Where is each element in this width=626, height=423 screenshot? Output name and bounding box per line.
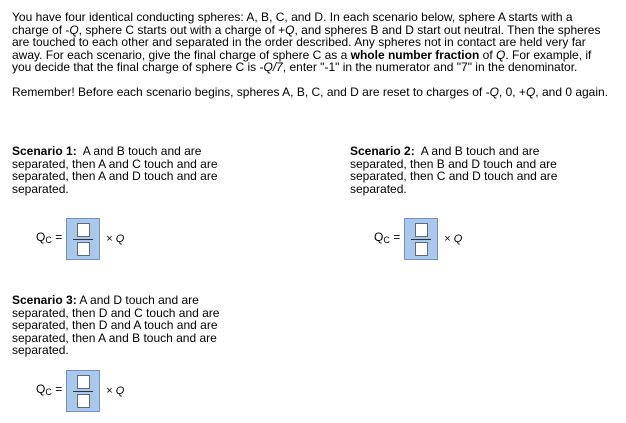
scenario-2-answer <box>374 218 462 260</box>
q-symbol: Q <box>453 232 463 245</box>
intro-text: of <box>479 47 496 62</box>
fraction-bar <box>73 239 93 240</box>
charge-symbol: Q <box>285 22 295 37</box>
charge-symbol: Q <box>489 84 499 99</box>
times-q-label <box>106 233 124 246</box>
scenario-3-denominator-input[interactable] <box>77 394 90 408</box>
q-symbol: Q <box>374 230 384 245</box>
fraction-bar <box>73 391 93 392</box>
scenario-3-numerator-input[interactable] <box>77 375 90 389</box>
q-symbol: Q <box>115 232 125 245</box>
q-subscript: C <box>45 235 52 246</box>
scenario-1-answer <box>36 218 124 260</box>
q-symbol: Q <box>115 384 125 397</box>
charge-c-label <box>36 383 62 399</box>
scenario-3-text <box>12 294 247 357</box>
fraction-input-box <box>66 370 100 412</box>
scenario-2-denominator-input[interactable] <box>415 242 428 256</box>
intro-text: , sphere C starts out with a charge of + <box>78 22 286 37</box>
charge-c-label <box>374 231 400 247</box>
intro-text: Remember! Before each scenario begins, spheres A, B, C, and D are reset to charges of - <box>12 84 490 99</box>
q-symbol: Q <box>36 230 46 245</box>
scenario-2-title: Scenario 2: <box>350 144 415 158</box>
equals-sign: = <box>55 382 63 397</box>
instructions <box>12 11 612 98</box>
q-symbol: Q <box>36 382 46 397</box>
charge-symbol: Q <box>69 22 79 37</box>
scenario-2 <box>350 145 585 195</box>
example-charge: Q/7 <box>263 60 283 74</box>
intro-text: , 0, + <box>498 84 526 99</box>
times-q-label <box>444 233 462 246</box>
intro-text: . For example, if you decide that the final charge of sphere C is - <box>12 47 592 74</box>
scenario-1-denominator-input[interactable] <box>77 242 90 256</box>
equals-sign: = <box>55 230 63 245</box>
scenario-1-title: Scenario 1: <box>12 144 77 158</box>
intro-text: You have four identical conducting spheres: A, B, C, and D. In each scenario below, sphere A starts with a charge of - <box>12 10 573 37</box>
equals-sign: = <box>393 230 401 245</box>
scenario-1-description: A and B touch and are separated, then A and C touch and are separated, then A and D touch and are separated. <box>12 144 218 196</box>
scenario-3-answer <box>36 370 124 412</box>
emphasis-text: whole number fraction <box>350 47 480 62</box>
scenario-1 <box>12 145 247 195</box>
times-symbol: × <box>444 232 451 245</box>
scenario-1-text <box>12 145 247 195</box>
scenario-2-description: A and B touch and are separated, then B and D touch and are separated, then C and D touch and are separated. <box>350 144 558 196</box>
fraction-input-box <box>66 218 100 260</box>
fraction-bar <box>411 239 431 240</box>
instructions-paragraph-1 <box>12 11 612 74</box>
scenario-3-title: Scenario 3: <box>12 293 77 307</box>
charge-c-label <box>36 231 62 247</box>
instructions-paragraph-2 <box>12 86 612 99</box>
intro-text: , enter "-1" in the numerator and "7" in the denominator. <box>282 60 578 74</box>
charge-symbol: Q <box>496 47 506 62</box>
intro-text: , and spheres B and D start out neutral. Then the spheres are touched to each other and separated in the order described. Any spheres not in contact are held very far away. For each scenario, give the final charge of sphere C as a <box>12 22 601 62</box>
q-subscript: C <box>45 387 52 398</box>
scenario-3 <box>12 294 247 357</box>
times-symbol: × <box>106 384 113 397</box>
times-q-label <box>106 385 124 398</box>
scenario-3-description: A and D touch and are separated, then D and C touch and are separated, then D and A touch and are separated, then A and B touch and are separated. <box>12 293 220 357</box>
scenario-2-text <box>350 145 585 195</box>
q-subscript: C <box>383 235 390 246</box>
times-symbol: × <box>106 232 113 245</box>
intro-text: , and 0 again. <box>535 84 609 99</box>
scenario-2-numerator-input[interactable] <box>415 223 428 237</box>
fraction-input-box <box>404 218 438 260</box>
charge-symbol: Q <box>525 84 536 99</box>
scenario-1-numerator-input[interactable] <box>77 223 90 237</box>
